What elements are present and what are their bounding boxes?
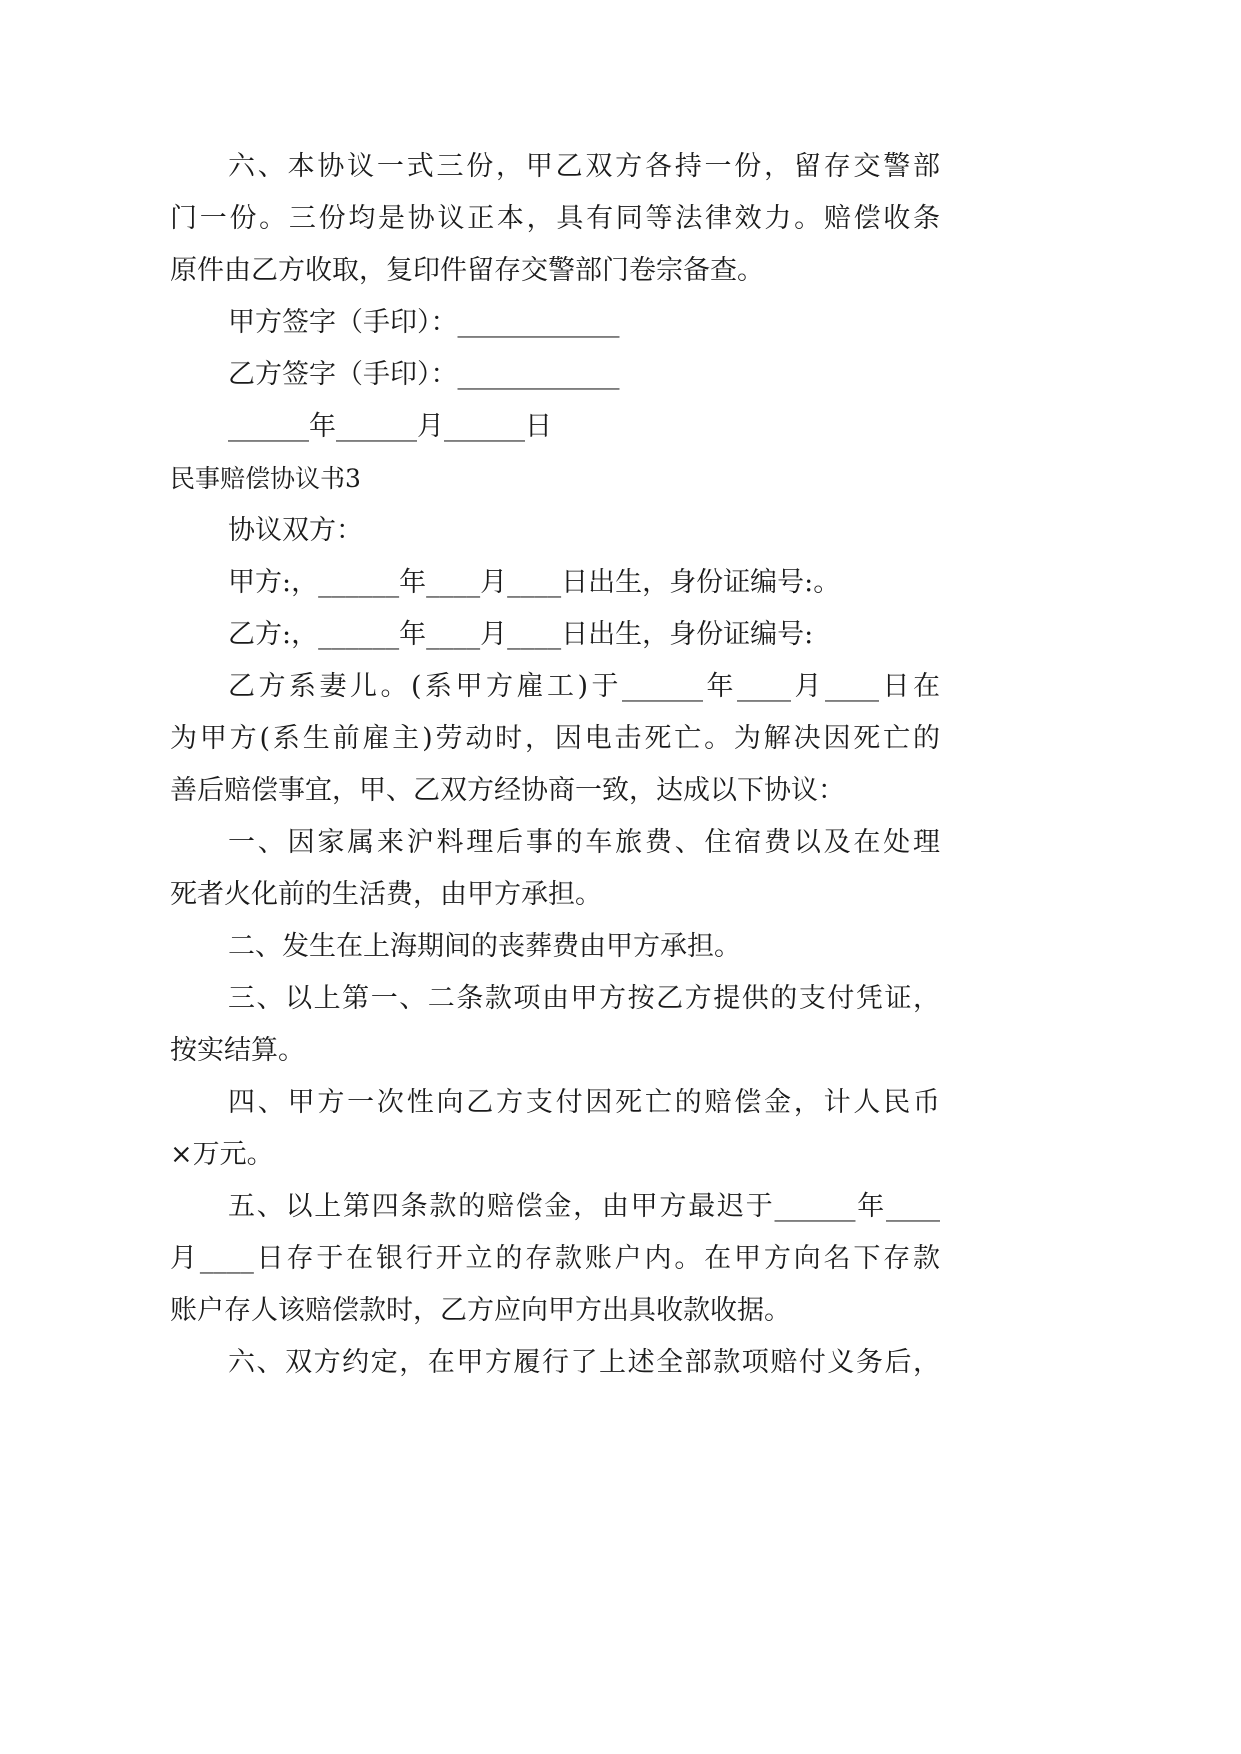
text-line: 协议双方： — [228, 515, 363, 546]
text-line: 原件由乙方收取，复印件留存交警部门卷宗备查。 — [170, 255, 764, 286]
clause-3-line: 按实结算。 — [170, 1035, 305, 1066]
text-line: 六、本协议一式三份，甲乙双方各持一份，留存交警部 — [228, 151, 940, 182]
text-line: 乙方系妻儿。(系甲方雇工)于______年____月____日在 — [228, 671, 940, 702]
clause-1-line: 一、因家属来沪料理后事的车旅费、住宿费以及在处理 — [228, 827, 940, 858]
clause-3-line: 三、以上第一、二条款项由甲方按乙方提供的支付凭证， — [228, 983, 940, 1014]
party-b-info-line: 乙方:，______年____月____日出生，身份证编号: — [228, 619, 814, 650]
clause-5-line: 账户存人该赔偿款时，乙方应向甲方出具收款收据。 — [170, 1295, 791, 1326]
clause-6-line: 六、双方约定，在甲方履行了上述全部款项赔付义务后， — [228, 1347, 940, 1378]
document-page — [170, 141, 940, 1389]
party-a-info-line: 甲方:，______年____月____日出生，身份证编号:。 — [228, 567, 841, 598]
clause-5-line: 五、以上第四条款的赔偿金，由甲方最迟于______年____ — [228, 1191, 940, 1222]
document-title: 民事赔偿协议书3 — [170, 464, 361, 493]
text-line: 善后赔偿事宜，甲、乙双方经协商一致，达成以下协议： — [170, 775, 845, 806]
text-line: 门一份。三份均是协议正本，具有同等法律效力。赔偿收条 — [170, 203, 940, 234]
date-line: ______年______月______日 — [228, 411, 552, 442]
clause-1-line: 死者火化前的生活费，由甲方承担。 — [170, 879, 602, 910]
party-b-signature-line: 乙方签字（手印）：____________ — [228, 359, 620, 390]
clause-4-line: ×万元。 — [170, 1139, 274, 1170]
clause-4-line: 四、甲方一次性向乙方支付因死亡的赔偿金，计人民币 — [228, 1087, 940, 1118]
party-a-signature-line: 甲方签字（手印）：____________ — [228, 307, 620, 338]
clause-5-line: 月____日存于在银行开立的存款账户内。在甲方向名下存款 — [170, 1243, 940, 1274]
clause-2-line: 二、发生在上海期间的丧葬费由甲方承担。 — [228, 931, 741, 962]
text-line: 为甲方(系生前雇主)劳动时，因电击死亡。为解决因死亡的 — [170, 723, 940, 754]
